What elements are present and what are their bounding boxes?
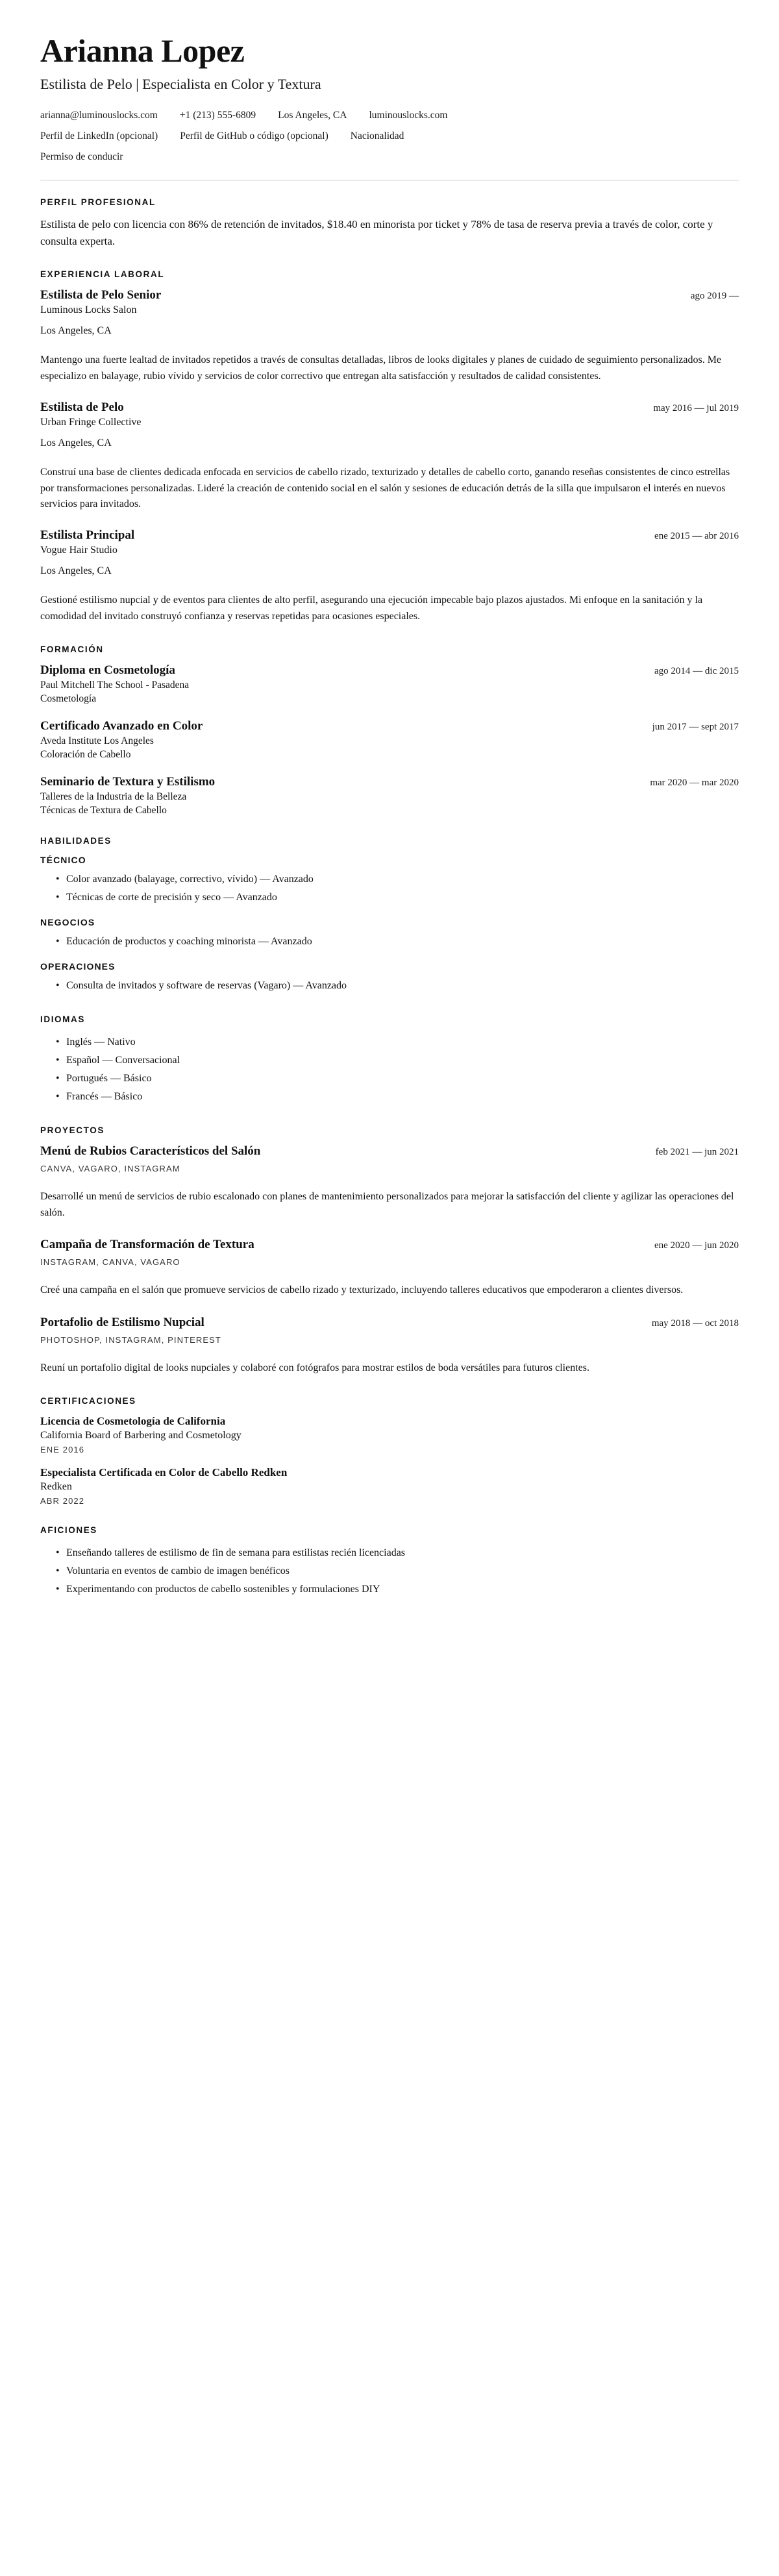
contact-github[interactable]: Perfil de GitHub o código (opcional) (180, 130, 328, 141)
education-field: Cosmetología (40, 693, 97, 704)
experience-title: Estilista Principal (40, 528, 135, 543)
project-entry (40, 1144, 739, 1221)
education-entry (40, 719, 739, 761)
project-dates: feb 2021 — jun 2021 (655, 1146, 739, 1157)
experience-title: Estilista de Pelo (40, 400, 124, 414)
skill-item: • Técnicas de corte de precisión y seco — Avanzado (56, 889, 739, 907)
skill-group-title: NEGOCIOS (40, 916, 95, 927)
project-tools: CANVA, VAGARO, INSTAGRAM (40, 1163, 180, 1173)
education-dates: mar 2020 — mar 2020 (650, 777, 739, 788)
education-field: Técnicas de Textura de Cabello (40, 804, 167, 816)
education-dates: ago 2014 — dic 2015 (654, 665, 739, 676)
contact-linkedin[interactable]: Perfil de LinkedIn (opcional) (40, 130, 158, 141)
contact-website[interactable]: luminouslocks.com (369, 109, 448, 121)
experience-organization: Urban Fringe Collective (40, 416, 142, 428)
project-title: Campaña de Transformación de Textura (40, 1238, 254, 1252)
hobby-item: • Voluntaria en eventos de cambio de imagen benéficos (56, 1562, 739, 1580)
section-education (40, 644, 739, 816)
experience-entry-head (40, 400, 739, 415)
education-entry-head (40, 775, 739, 789)
contact-email[interactable]: arianna@luminouslocks.com (40, 109, 158, 121)
contact-nationality: Nacionalidad (350, 130, 404, 141)
contact-row-tertiary (40, 151, 739, 163)
education-field: Coloración de Cabello (40, 748, 131, 760)
hobby-item: • Enseñando talleres de estilismo de fin de semana para estilistas recién licenciadas (56, 1544, 739, 1562)
certification-entry (40, 1466, 739, 1506)
hobby-item: • Experimentando con productos de cabello sostenibles y formulaciones DIY (56, 1580, 739, 1599)
project-tools: INSTAGRAM, CANVA, VAGARO (40, 1257, 180, 1268)
project-title: Menú de Rubios Característicos del Salón (40, 1144, 261, 1158)
experience-entry (40, 288, 739, 385)
section-skills (40, 836, 739, 995)
certification-title: Especialista Certificada en Color de Cabello Redken (40, 1466, 288, 1478)
section-title-experience: EXPERIENCIA LABORAL (40, 269, 165, 280)
skill-group-title: OPERACIONES (40, 961, 116, 972)
skill-list (40, 977, 739, 995)
project-dates: may 2018 — oct 2018 (651, 1318, 739, 1329)
project-entry (40, 1238, 739, 1299)
education-title: Certificado Avanzado en Color (40, 718, 203, 733)
experience-location: Los Angeles, CA (40, 325, 112, 337)
section-hobbies (40, 1525, 739, 1599)
section-certifications (40, 1396, 739, 1506)
education-dates: jun 2017 — sept 2017 (652, 721, 739, 732)
certification-title: Licencia de Cosmetología de California (40, 1414, 226, 1427)
project-entry-head (40, 1316, 739, 1330)
education-entry (40, 663, 739, 705)
skill-group-title: TÉCNICO (40, 854, 86, 865)
section-title-skills: HABILIDADES (40, 835, 112, 846)
certification-issuer: California Board of Barbering and Cosmetology (40, 1429, 241, 1441)
experience-description: Gestioné estilismo nupcial y de eventos para clientes de alto perfil, asegurando una ejecución impecable bajo plazos ajustados. Mi enfoque en la sanitación y la comodidad del invitado construyó confianza y reservas repetidas para ocasiones especiales. (40, 595, 703, 622)
experience-entry-head (40, 528, 739, 543)
education-institution: Talleres de la Industria de la Belleza (40, 791, 187, 802)
section-summary (40, 197, 739, 251)
section-title-summary: PERFIL PROFESIONAL (40, 197, 156, 207)
contact-driving-licence: Permiso de conducir (40, 151, 123, 162)
project-entry (40, 1316, 739, 1377)
page-title: Arianna Lopez (40, 32, 245, 69)
section-experience (40, 269, 739, 625)
certification-entry (40, 1415, 739, 1454)
skill-list (40, 933, 739, 951)
hobby-list (40, 1544, 739, 1599)
education-institution: Paul Mitchell The School - Pasadena (40, 679, 190, 691)
certification-date: ABR 2022 (40, 1495, 85, 1506)
skill-group (40, 917, 739, 951)
project-title: Portafolio de Estilismo Nupcial (40, 1316, 204, 1330)
language-item: • Español — Conversacional (56, 1051, 739, 1070)
language-list (40, 1033, 739, 1106)
section-title-languages: IDIOMAS (40, 1014, 85, 1024)
education-entry-head (40, 719, 739, 733)
section-title-education: FORMACIÓN (40, 644, 104, 654)
skill-item: • Color avanzado (balayage, correctivo, vívido) — Avanzado (56, 870, 739, 889)
section-title-hobbies: AFICIONES (40, 1525, 97, 1535)
skill-group (40, 961, 739, 995)
skill-group (40, 855, 739, 907)
experience-location: Los Angeles, CA (40, 565, 112, 577)
education-entry (40, 775, 739, 816)
section-title-projects: PROYECTOS (40, 1125, 105, 1135)
experience-description: Construí una base de clientes dedicada enfocada en servicios de cabello rizado, texturizado y detalles de cabello corto, ganando reseñas consistentes de cinco estrellas por transformaciones personalizadas. Lideré la creación de contenido social en el salón y sesiones de educación detrás de la silla que impulsaron el interés en nuevos servicios para invitados. (40, 466, 730, 510)
language-item: • Portugués — Básico (56, 1070, 739, 1088)
contact-row-primary (40, 110, 739, 121)
experience-location: Los Angeles, CA (40, 437, 112, 448)
experience-entry (40, 528, 739, 625)
experience-dates: may 2016 — jul 2019 (653, 402, 739, 413)
section-languages (40, 1014, 739, 1106)
section-title-certifications: CERTIFICACIONES (40, 1395, 136, 1406)
experience-organization: Luminous Locks Salon (40, 304, 137, 316)
contact-phone: +1 (213) 555-6809 (179, 109, 256, 121)
contact-location: Los Angeles, CA (278, 109, 347, 121)
education-entry-head (40, 663, 739, 678)
professional-headline: Estilista de Pelo | Especialista en Color y Textura (40, 75, 321, 92)
section-projects (40, 1125, 739, 1377)
certification-issuer: Redken (40, 1480, 72, 1492)
skill-item: • Consulta de invitados y software de reservas (Vagaro) — Avanzado (56, 977, 739, 995)
language-item: • Inglés — Nativo (56, 1033, 739, 1051)
project-description: Desarrollé un menú de servicios de rubio escalonado con planes de mantenimiento personalizados para mejorar la satisfacción del cliente y agilizar las operaciones del salón. (40, 1190, 734, 1218)
skill-item: • Educación de productos y coaching minorista — Avanzado (56, 933, 739, 951)
project-dates: ene 2020 — jun 2020 (654, 1240, 739, 1251)
education-title: Diploma en Cosmetología (40, 663, 175, 677)
education-institution: Aveda Institute Los Angeles (40, 735, 154, 746)
contact-row-secondary (40, 130, 739, 142)
experience-description: Mantengo una fuerte lealtad de invitados repetidos a través de consultas detalladas, libros de looks digitales y planes de cuidado de seguimiento personalizados. Me especializo en balayage, rubio vívido y servicios de color correctivo que entregan alta satisfacción y resultados de calidad consistentes. (40, 354, 722, 382)
project-description: Reuní un portafolio digital de looks nupciales y colaboré con fotógrafos para mostrar estilos de boda versátiles para futuros clientes. (40, 1362, 589, 1374)
project-entry-head (40, 1238, 739, 1252)
language-item: • Francés — Básico (56, 1088, 739, 1106)
experience-dates: ago 2019 — (690, 291, 739, 302)
experience-dates: ene 2015 — abr 2016 (654, 531, 739, 542)
education-title: Seminario de Textura y Estilismo (40, 774, 216, 789)
experience-title: Estilista de Pelo Senior (40, 288, 162, 302)
experience-entry (40, 400, 739, 513)
project-entry-head (40, 1144, 739, 1159)
experience-entry-head (40, 288, 739, 302)
project-tools: PHOTOSHOP, INSTAGRAM, PINTEREST (40, 1335, 221, 1345)
summary-text: Estilista de pelo con licencia con 86% de retención de invitados, $18.40 en minorista por ticket y 78% de tasa de reserva previa a través de color, corte y consulta experta. (40, 217, 713, 247)
certification-date: ENE 2016 (40, 1444, 85, 1454)
project-description: Creé una campaña en el salón que promueve servicios de cabello rizado y texturizado, incluyendo talleres educativos que empoderaron a clientes diversos. (40, 1284, 684, 1296)
experience-organization: Vogue Hair Studio (40, 545, 117, 556)
skill-list (40, 870, 739, 907)
